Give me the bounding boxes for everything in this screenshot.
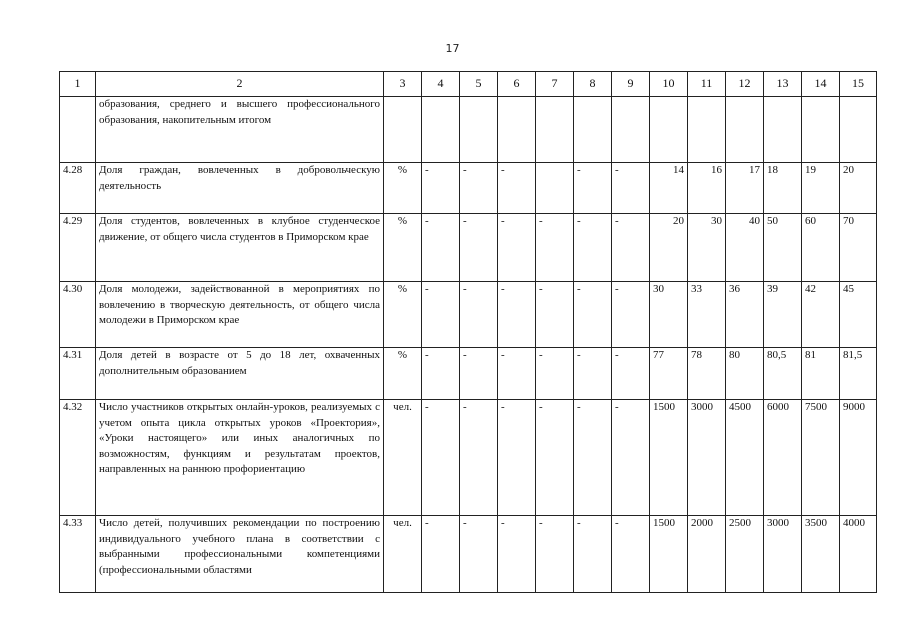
table-row-4-29 [60,214,877,282]
row-cell: - [612,516,650,593]
row-value [726,97,764,163]
row-cell: - [536,516,574,593]
row-cell: - [498,400,536,516]
row-value: 9000 [840,400,877,516]
row-value: 45 [840,282,877,348]
row-value: 30 [688,214,726,282]
header-cell: 4 [422,72,460,97]
row-value: 78 [688,348,726,400]
row-value: 14 [650,163,688,214]
row-cell: - [460,400,498,516]
row-cell: - [422,163,460,214]
header-cell: 14 [802,72,840,97]
row-unit: чел. [384,400,422,516]
row-number: 4.30 [60,282,96,348]
row-cell: - [574,348,612,400]
row-number: 4.33 [60,516,96,593]
row-cell [536,163,574,214]
row-cell: - [422,516,460,593]
row-value: 30 [650,282,688,348]
row-cell: - [574,163,612,214]
row-value: 81,5 [840,348,877,400]
row-value: 1500 [650,516,688,593]
header-cell: 1 [60,72,96,97]
header-cell: 10 [650,72,688,97]
row-unit [384,97,422,163]
row-description: Доля граждан, вовлеченных в добровольческую деятельность [96,163,384,214]
row-description: Число детей, получивших рекомендации по построению индивидуального учебного плана в соответствии с выбранными профессиональными компетенциями (профессиональными областями [96,516,384,593]
header-cell: 6 [498,72,536,97]
row-cell: - [422,282,460,348]
row-value: 40 [726,214,764,282]
row-cell: - [498,282,536,348]
row-number: 4.32 [60,400,96,516]
table-row-continuation [60,97,877,163]
row-value: 60 [802,214,840,282]
row-unit: % [384,348,422,400]
row-unit: % [384,214,422,282]
row-value: 2500 [726,516,764,593]
header-cell: 8 [574,72,612,97]
row-value: 1500 [650,400,688,516]
row-value: 4500 [726,400,764,516]
table-row-4-31 [60,348,877,400]
row-cell: - [536,348,574,400]
row-value: 20 [650,214,688,282]
row-value: 20 [840,163,877,214]
row-value [840,97,877,163]
row-value [650,97,688,163]
header-cell: 3 [384,72,422,97]
row-description: Число участников открытых онлайн-уроков, реализуемых с учетом опыта цикла открытых уроков «Проектория», «Уроки настоящего» или иных аналогичных по возможностям, функциям и результатам проектов, направленных на раннюю профориентацию [96,400,384,516]
row-value: 6000 [764,400,802,516]
row-value: 70 [840,214,877,282]
header-cell: 7 [536,72,574,97]
row-number [60,97,96,163]
header-cell: 2 [96,72,384,97]
table-row-4-30 [60,282,877,348]
row-value: 3500 [802,516,840,593]
row-value: 80,5 [764,348,802,400]
row-value: 17 [726,163,764,214]
header-cell: 15 [840,72,877,97]
row-value: 42 [802,282,840,348]
row-cell [422,97,460,163]
row-unit: чел. [384,516,422,593]
row-value: 19 [802,163,840,214]
row-number: 4.29 [60,214,96,282]
row-value [688,97,726,163]
row-value: 39 [764,282,802,348]
table-row-4-33 [60,516,877,593]
row-value: 2000 [688,516,726,593]
row-description: Доля молодежи, задействованной в мероприятиях по вовлечению в творческую деятельность, от общего числа молодежи в Приморском крае [96,282,384,348]
row-cell: - [422,348,460,400]
row-cell: - [612,400,650,516]
row-description: Доля студентов, вовлеченных в клубное студенческое движение, от общего числа студентов в Приморском крае [96,214,384,282]
page-number: 17 [445,42,460,55]
row-cell: - [498,516,536,593]
row-cell: - [498,214,536,282]
row-description: Доля детей в возрасте от 5 до 18 лет, охваченных дополнительным образованием [96,348,384,400]
row-value: 4000 [840,516,877,593]
header-cell: 12 [726,72,764,97]
row-cell: - [536,282,574,348]
header-cell: 11 [688,72,726,97]
row-cell: - [612,282,650,348]
row-unit: % [384,282,422,348]
row-value [764,97,802,163]
row-cell: - [574,516,612,593]
row-value: 80 [726,348,764,400]
row-value: 18 [764,163,802,214]
row-value: 36 [726,282,764,348]
row-cell: - [612,163,650,214]
row-cell: - [536,400,574,516]
row-cell: - [536,214,574,282]
row-cell: - [498,163,536,214]
row-value: 3000 [764,516,802,593]
row-cell: - [498,348,536,400]
row-cell: - [460,163,498,214]
row-value: 77 [650,348,688,400]
row-unit: % [384,163,422,214]
row-value: 81 [802,348,840,400]
row-cell: - [574,214,612,282]
row-cell [612,97,650,163]
row-cell: - [574,400,612,516]
row-cell: - [422,400,460,516]
row-cell: - [460,348,498,400]
header-cell: 13 [764,72,802,97]
table-row-4-32 [60,400,877,516]
table-row-4-28 [60,163,877,214]
row-cell: - [574,282,612,348]
row-value: 16 [688,163,726,214]
row-cell: - [460,282,498,348]
row-value: 7500 [802,400,840,516]
row-number: 4.28 [60,163,96,214]
row-description: образования, среднего и высшего профессионального образования, накопительным итогом [96,97,384,163]
header-row [60,72,877,97]
row-cell [536,97,574,163]
row-cell: - [422,214,460,282]
header-cell: 9 [612,72,650,97]
row-value [802,97,840,163]
row-value: 50 [764,214,802,282]
row-cell: - [612,214,650,282]
row-value: 33 [688,282,726,348]
row-cell: - [460,516,498,593]
row-cell: - [612,348,650,400]
header-cell: 5 [460,72,498,97]
row-cell [460,97,498,163]
row-value: 3000 [688,400,726,516]
indicators-table [59,71,877,593]
row-number: 4.31 [60,348,96,400]
row-cell [498,97,536,163]
row-cell: - [460,214,498,282]
row-cell [574,97,612,163]
